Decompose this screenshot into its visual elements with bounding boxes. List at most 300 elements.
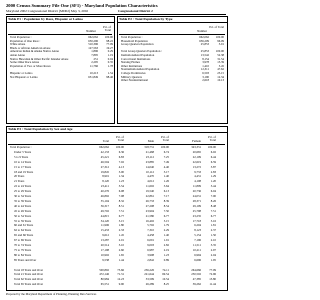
table-p2-header-pct: Pct. of Total xyxy=(209,25,224,29)
row-count: 10,902 xyxy=(100,252,109,257)
row-label: Under 5 Years xyxy=(14,149,32,154)
table-p2-rule xyxy=(117,22,227,23)
row-label: Native Hawaiian & Other Pacific Islander Alone xyxy=(10,56,69,61)
row-percent: 1.44 xyxy=(118,257,124,262)
row-count: 4,108 xyxy=(194,179,201,184)
row-count: 19,540 xyxy=(145,189,154,194)
row-label: 45 to 49 Years xyxy=(14,208,32,213)
row-percent: 8.39 xyxy=(163,198,169,203)
row-percent: 0.29 xyxy=(107,49,113,54)
row-count: 4,458 xyxy=(147,233,154,238)
row-label: 15 to 17 Years xyxy=(14,164,32,169)
row-count: 40,276 xyxy=(100,189,109,194)
row-count: 7,196 xyxy=(194,238,201,243)
row-percent: 8.54 xyxy=(163,203,169,208)
row-label: Total Group Quarters Population : xyxy=(121,49,162,54)
row-count: 26,289 xyxy=(145,282,154,287)
table-p3-header: Pct. of Total xyxy=(161,135,169,143)
row-label: Military Quarters xyxy=(121,74,142,79)
row-percent: 2.29 xyxy=(163,228,169,233)
page-title: 2000 Census Summary File One (SF1) - Maryland Population Characteristics xyxy=(6,3,158,8)
row-percent: 1.78 xyxy=(107,63,113,68)
row-count: 6,204 xyxy=(194,223,201,228)
row-count: 42,133 xyxy=(100,149,109,154)
row-label: American Indian & Alaska Native Alone xyxy=(10,49,59,54)
row-number: 636,209 xyxy=(199,38,209,43)
row-count: 10,211 xyxy=(192,247,201,252)
row-count: 44,815 xyxy=(100,213,109,218)
row-count: 5,154 xyxy=(194,233,201,238)
row-percent: 1.54 xyxy=(107,71,113,75)
row-percent: 7.51 xyxy=(118,208,124,213)
row-percent: 25.15 xyxy=(217,71,224,75)
row-percent: 3.64 xyxy=(163,184,169,189)
row-count: 29,109 xyxy=(192,203,201,208)
row-count: 23,235 xyxy=(192,213,201,218)
table-row xyxy=(10,175,224,179)
row-percent: 8.48 xyxy=(210,203,216,208)
row-number: 651,849 xyxy=(88,74,98,79)
table-row xyxy=(10,205,224,209)
row-number: 1,410 xyxy=(202,63,209,68)
row-count: 4,431 xyxy=(194,174,201,179)
row-percent: 10.13 xyxy=(217,78,224,83)
row-count: 46,892 xyxy=(100,194,109,198)
row-label: Household Population xyxy=(121,38,148,43)
table-row xyxy=(10,185,224,189)
row-count: 9,733 xyxy=(194,169,201,174)
table-p3-header: Female xyxy=(192,138,201,143)
page-footer: Prepared by the Maryland Department of Planning, Planning Data Services xyxy=(6,292,97,296)
row-label: 25 to 29 Years xyxy=(14,189,32,194)
row-percent: 3.91 xyxy=(218,42,224,47)
row-label: 70 to 74 Years xyxy=(14,243,32,247)
row-label: 35 to 39 Years xyxy=(14,198,32,203)
row-percent: 8.25 xyxy=(163,282,169,287)
row-percent: 96.09 xyxy=(217,38,224,43)
row-percent: 8.51 xyxy=(118,203,124,208)
row-label: 5 to 9 Years xyxy=(14,154,29,159)
row-label: White Alone xyxy=(10,42,26,47)
row-number: 251 xyxy=(93,56,98,61)
table-row xyxy=(10,249,224,253)
row-count: 9,612 xyxy=(102,233,109,238)
row-count: 20,736 xyxy=(192,189,201,194)
row-count: 472,146 xyxy=(99,272,109,277)
row-percent: 4.13 xyxy=(118,164,124,169)
row-label: Population of Two or More Races xyxy=(10,63,51,68)
row-percent: 77.09 xyxy=(209,267,216,272)
row-percent: 2.37 xyxy=(210,228,216,233)
row-percent: 1.34 xyxy=(118,174,124,179)
row-count: 6,091 xyxy=(147,238,154,243)
row-percent: 3.17 xyxy=(163,169,169,174)
table-p2-title: Table P2 : Total Population by Type xyxy=(119,17,173,21)
row-percent: 72.96 xyxy=(209,272,216,277)
table-row xyxy=(10,190,224,194)
row-label: Noninstitutionalized Population xyxy=(121,67,160,72)
row-count: 11,602 xyxy=(145,184,154,189)
row-label: 75 to 79 Years xyxy=(14,247,32,252)
row-percent: 2.82 xyxy=(163,243,169,247)
row-percent: 6.74 xyxy=(163,149,169,154)
row-count: 24,031 xyxy=(192,194,201,198)
row-count: 34,120 xyxy=(100,218,109,223)
row-percent: 6.77 xyxy=(163,213,169,218)
row-percent: 13.80 xyxy=(209,277,216,282)
row-label: Other Noninstitutional xyxy=(121,78,149,83)
row-percent: 1.95 xyxy=(210,257,216,262)
row-percent: 7.00 xyxy=(210,194,216,198)
row-percent: 71.31 xyxy=(117,272,124,277)
row-label: Total 65 Years and Over xyxy=(14,282,44,287)
row-percent: 7.50 xyxy=(163,208,169,213)
table-p1-rule xyxy=(6,22,114,23)
table-row xyxy=(10,76,114,80)
table-row xyxy=(10,161,224,165)
row-count: 500,892 xyxy=(99,267,109,272)
row-percent: 98.22 xyxy=(106,38,113,43)
row-number: 510,396 xyxy=(88,42,98,47)
table-row xyxy=(10,151,224,155)
row-percent: 74.11 xyxy=(162,267,169,272)
row-percent: 5.15 xyxy=(118,218,124,223)
row-percent: 1.91 xyxy=(163,238,169,243)
row-percent: 5.15 xyxy=(163,218,169,223)
row-percent: 8.32 xyxy=(118,198,124,203)
header-rule xyxy=(6,14,226,15)
row-percent: 19.27 xyxy=(106,45,113,50)
row-count: 27,312 xyxy=(100,164,109,169)
row-label: Not Hispanic or Latino xyxy=(10,74,38,79)
row-label: College Dormitories xyxy=(121,71,146,75)
row-percent: 2.04 xyxy=(210,252,216,257)
row-percent: 2.97 xyxy=(210,247,216,252)
row-percent: 1.23 xyxy=(118,179,124,184)
row-number: 650,296 xyxy=(88,38,98,43)
row-label: Population of One Race : xyxy=(10,38,41,43)
row-percent: 100.00 xyxy=(115,145,124,149)
table-row xyxy=(10,283,224,287)
row-percent: 12.34 xyxy=(217,74,224,79)
row-count: 11,906 xyxy=(100,223,109,228)
table-row xyxy=(10,195,224,199)
row-percent: 7.25 xyxy=(163,154,169,159)
row-percent: 77.09 xyxy=(106,42,113,47)
table-row xyxy=(10,180,224,184)
row-count: 4,470 xyxy=(147,174,154,179)
row-count: 21,580 xyxy=(145,213,154,218)
row-count: 33,599 xyxy=(145,277,154,282)
row-percent: 2.33 xyxy=(118,228,124,233)
row-label: Nursing Homes xyxy=(121,60,140,65)
row-label: 30 to 34 Years xyxy=(14,194,32,198)
row-label: Total 21 Years and Over xyxy=(14,272,44,277)
row-count: 23,904 xyxy=(145,208,154,213)
row-percent: 1.45 xyxy=(118,233,124,238)
row-count: 80,984 xyxy=(100,277,109,282)
row-percent: 1.50 xyxy=(210,233,216,238)
row-percent: 1.19 xyxy=(107,53,113,57)
row-count: 22,861 xyxy=(145,194,154,198)
row-count: 8,120 xyxy=(102,179,109,184)
row-count: 250,502 xyxy=(191,272,201,277)
table-row xyxy=(10,254,224,258)
row-percent: 3.54 xyxy=(118,184,124,189)
row-percent: 1.40 xyxy=(163,233,169,238)
row-count: 10,112 xyxy=(145,169,154,174)
row-percent: 3.00 xyxy=(118,169,124,174)
row-number: 3,190 xyxy=(202,74,209,79)
row-label: Other Institutions xyxy=(121,63,143,68)
row-percent: 1.40 xyxy=(163,174,169,179)
row-label: 18 and 19 Years xyxy=(14,169,34,174)
table-row xyxy=(10,220,224,224)
row-percent: 7.08 xyxy=(118,194,124,198)
row-percent: 7.51 xyxy=(210,208,216,213)
row-percent: 3.35 xyxy=(210,243,216,247)
row-count: 22,619 xyxy=(192,159,201,164)
row-count: 65,551 xyxy=(100,282,109,287)
row-percent: 1.80 xyxy=(118,223,124,228)
row-number: 662,062 xyxy=(88,35,98,39)
row-percent: 98.46 xyxy=(106,74,113,79)
row-count: 17,718 xyxy=(192,218,201,223)
page-subtitle: Maryland 2002 Congressional District (MD02) May 3, 2002 xyxy=(6,9,89,13)
row-label: Group Quarters Population xyxy=(121,42,154,47)
row-count: 343,331 xyxy=(191,145,201,149)
table-p1-header-number: Number xyxy=(86,29,96,33)
row-count: 22,109 xyxy=(192,154,201,159)
table-row xyxy=(10,156,224,160)
row-percent: 6.59 xyxy=(210,159,216,164)
table-row xyxy=(10,200,224,204)
table-p3-header: Pct. of Total xyxy=(116,135,124,143)
row-count: 7,310 xyxy=(147,228,154,233)
row-count: 28,371 xyxy=(192,198,201,203)
row-percent: 0.89 xyxy=(163,257,169,262)
row-label: 50 to 54 Years xyxy=(14,213,32,218)
row-count: 13,272 xyxy=(192,164,201,169)
row-label: 80 to 84 Years xyxy=(14,252,32,257)
row-percent: 9.90 xyxy=(118,282,124,287)
row-count: 11,809 xyxy=(192,184,201,189)
row-number: 11,766 xyxy=(89,63,98,68)
row-number: 127,563 xyxy=(88,45,98,50)
row-percent: 1.79 xyxy=(163,223,169,228)
row-percent: 6.04 xyxy=(210,189,216,194)
row-label: Black or African American Alone xyxy=(10,45,51,50)
table-row xyxy=(10,146,224,150)
row-count: 25,798 xyxy=(192,208,201,213)
row-label: 60 and 61 Years xyxy=(14,223,34,228)
row-count: 23,112 xyxy=(145,154,154,159)
row-count: 17,198 xyxy=(100,247,109,252)
table-row xyxy=(10,166,224,170)
row-count: 4,012 xyxy=(147,179,154,184)
row-percent: 100.00 xyxy=(104,35,113,39)
row-percent: 6.13 xyxy=(163,189,169,194)
row-count: 16,402 xyxy=(145,218,154,223)
row-percent: 6.08 xyxy=(118,189,124,194)
row-percent: 6.77 xyxy=(210,213,216,218)
row-percent: 6.44 xyxy=(210,154,216,159)
row-label: 85 Years and Over xyxy=(14,257,37,262)
row-percent: 100.00 xyxy=(160,145,169,149)
row-percent: 1.81 xyxy=(210,223,216,228)
row-percent: 6.83 xyxy=(118,154,124,159)
row-count: 9,538 xyxy=(102,257,109,262)
row-count: 11,511 xyxy=(192,243,201,247)
row-percent: 10.54 xyxy=(162,277,169,282)
row-label: Institutionalized Population xyxy=(121,53,155,57)
row-percent: 2.19 xyxy=(163,247,169,252)
table-p3-title: Table P3 : Total Population by Sex and Age xyxy=(8,127,73,131)
row-percent: 3.44 xyxy=(210,184,216,189)
row-percent: 1.26 xyxy=(163,179,169,184)
row-percent: 0.35 xyxy=(107,60,113,65)
row-count: 662,062 xyxy=(99,145,109,149)
row-count: 55,104 xyxy=(100,198,109,203)
row-count: 5,702 xyxy=(147,223,154,228)
row-label: 22 to 24 Years xyxy=(14,184,32,189)
district-label: Congressional District 2 xyxy=(118,9,153,13)
row-count: 39,262 xyxy=(192,282,201,287)
row-count: 23,885 xyxy=(145,159,154,164)
row-label: Some Other Race Alone xyxy=(10,60,40,65)
row-percent: 3.87 xyxy=(210,164,216,169)
row-label: 62 to 64 Years xyxy=(14,228,32,233)
row-label: 21 Years xyxy=(14,179,25,184)
row-label: 20 Years xyxy=(14,174,25,179)
table-p3-header: Pct. of Total xyxy=(208,135,216,143)
row-percent: 1.65 xyxy=(118,252,124,257)
row-percent: 12.23 xyxy=(117,277,124,282)
row-percent: 1.29 xyxy=(210,174,216,179)
row-number: 10,213 xyxy=(89,71,98,75)
row-count: 15,433 xyxy=(100,228,109,233)
row-number: 25,853 xyxy=(200,49,209,54)
table-row xyxy=(121,79,225,83)
row-count: 318,731 xyxy=(144,145,154,149)
row-percent: 5.45 xyxy=(218,63,224,68)
row-number: 8,154 xyxy=(202,56,209,61)
row-label: 10 to 14 Years xyxy=(14,159,32,164)
row-number: 25,853 xyxy=(200,42,209,47)
row-label: Total 18 Years and Over xyxy=(14,267,44,272)
row-count: 20,665 xyxy=(192,149,201,154)
row-count: 13,287 xyxy=(100,238,109,243)
table-row xyxy=(10,171,224,175)
row-count: 49,702 xyxy=(100,208,109,213)
row-count: 6,696 xyxy=(194,257,201,262)
table-p3-rule xyxy=(6,132,227,133)
row-number: 6,503 xyxy=(202,71,209,75)
row-percent: 2.83 xyxy=(210,169,216,174)
row-count: 27,208 xyxy=(145,203,154,208)
table-row xyxy=(10,234,224,238)
row-percent: 5.16 xyxy=(210,218,216,223)
row-count: 221,644 xyxy=(144,272,154,277)
row-percent: 2.60 xyxy=(118,247,124,252)
row-percent: 2.10 xyxy=(210,238,216,243)
table-row xyxy=(10,259,224,263)
row-percent: 1.23 xyxy=(163,252,169,257)
row-number: 13,542 xyxy=(200,53,209,57)
row-count: 236,226 xyxy=(144,267,154,272)
row-number: 12,311 xyxy=(200,67,209,72)
table-row xyxy=(10,264,224,268)
table-p1-title: Table P1 : Population by Race, Hispanic or Latino xyxy=(8,17,83,21)
row-percent: 31.54 xyxy=(217,56,224,61)
row-percent: 47.62 xyxy=(217,67,224,72)
row-percent: 6.36 xyxy=(118,149,124,154)
row-number: 3,978 xyxy=(202,60,209,65)
row-number: 2,295 xyxy=(91,60,98,65)
table-row xyxy=(10,210,224,214)
table-row xyxy=(10,244,224,248)
row-number: 2,618 xyxy=(202,78,209,83)
row-percent: 7.49 xyxy=(163,159,169,164)
row-count: 56,317 xyxy=(100,203,109,208)
row-label: Correctional Institutions xyxy=(121,56,151,61)
row-label: Total Population : xyxy=(10,35,32,39)
row-label: Total Population : xyxy=(10,145,32,149)
row-count: 23,411 xyxy=(100,184,109,189)
row-count: 8,901 xyxy=(102,174,109,179)
table-p1-header-pct: Pct. of Total xyxy=(103,25,111,33)
row-percent: 52.38 xyxy=(217,53,224,57)
row-percent: 75.66 xyxy=(117,267,124,272)
row-count: 47,385 xyxy=(192,277,201,282)
row-label: Asian Alone xyxy=(10,53,25,57)
row-count: 9,003 xyxy=(147,243,154,247)
row-label: 65 and 66 Years xyxy=(14,233,34,238)
row-percent: 6.77 xyxy=(118,213,124,218)
table-row xyxy=(10,215,224,219)
row-count: 19,845 xyxy=(100,169,109,174)
row-percent: 7.17 xyxy=(163,194,169,198)
table-p2-header-number: Number xyxy=(197,29,207,33)
row-label: 67 to 69 Years xyxy=(14,238,32,243)
table-row xyxy=(10,229,224,233)
row-label: 55 to 59 Years xyxy=(14,218,32,223)
table-row xyxy=(10,224,224,228)
table-row xyxy=(10,239,224,243)
row-percent: 6.02 xyxy=(210,149,216,154)
row-count: 21,468 xyxy=(145,149,154,154)
row-number: 7,895 xyxy=(91,53,98,57)
row-count: 20,514 xyxy=(100,243,109,247)
row-percent: 11.44 xyxy=(209,282,216,287)
row-percent: 100.00 xyxy=(215,35,224,39)
row-label: Hispanic or Latino xyxy=(10,71,33,75)
row-count: 6,994 xyxy=(194,252,201,257)
row-count: 2,842 xyxy=(147,257,154,262)
row-percent: 100.00 xyxy=(215,49,224,54)
table-p3-header: Total xyxy=(102,138,109,143)
row-count: 45,221 xyxy=(100,154,109,159)
row-number: 662,062 xyxy=(199,35,209,39)
row-percent: 8.26 xyxy=(210,198,216,203)
row-percent: 4.40 xyxy=(163,164,169,169)
row-label: Total 62 Years and Over xyxy=(14,277,44,282)
row-percent: 69.54 xyxy=(162,272,169,277)
row-label: Total Population : xyxy=(121,35,143,39)
row-count: 6,987 xyxy=(147,247,154,252)
row-percent: 100.00 xyxy=(207,145,216,149)
row-count: 14,040 xyxy=(145,164,154,169)
